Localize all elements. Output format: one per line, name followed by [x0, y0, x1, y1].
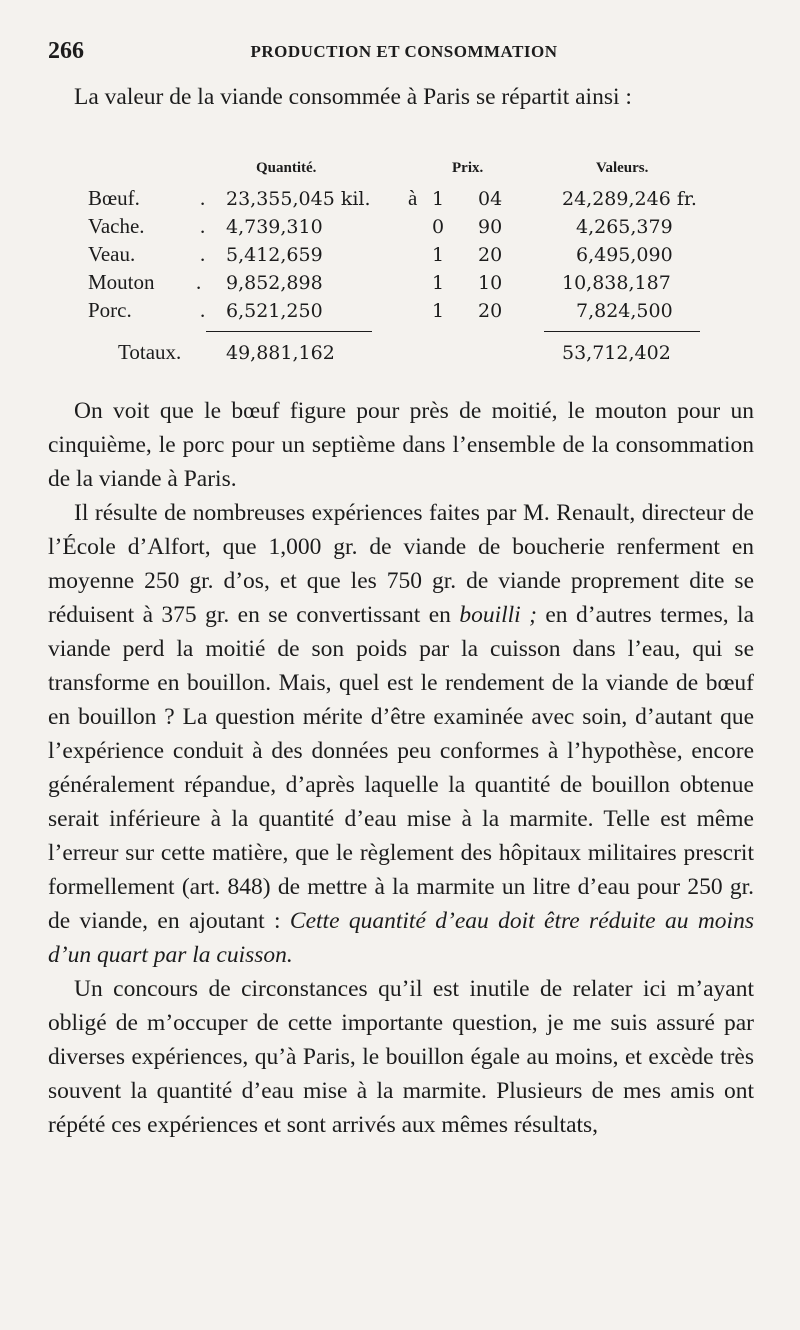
row-price-dec: 90	[478, 216, 503, 238]
row-dots: .	[200, 186, 206, 210]
row-price-int: 1	[432, 188, 445, 210]
row-label: Porc.	[88, 298, 132, 322]
sum-rule-value	[544, 331, 700, 332]
row-label: Mouton	[88, 270, 155, 294]
row-quantity: 23,355,045 kil.	[226, 188, 371, 210]
meat-value-table	[0, 0, 800, 380]
paragraph-2	[48, 496, 754, 972]
row-price-dec: 04	[478, 188, 503, 210]
totals-label: Totaux.	[118, 340, 182, 364]
row-quantity: 9,852,898	[226, 272, 323, 294]
row-price-int: 1	[432, 244, 445, 266]
row-quantity: 4,739,310	[226, 216, 323, 238]
row-quantity: 5,412,659	[226, 244, 323, 266]
row-label: Vache.	[88, 214, 145, 238]
row-dots: .	[196, 270, 202, 294]
row-label: Bœuf.	[88, 186, 140, 210]
header-quantite: Quantité.	[256, 160, 317, 176]
running-head: PRODUCTION ET CONSOMMATION	[250, 42, 558, 61]
paragraph-3: Un concours de circonstances qu’il est inutile de relater ici m’ayant obligé de m’occuper de cette importante question, je me suis assuré par diverses expériences, qu’à Paris, le bouillon égale au moins, et excède très souvent la quantité d’eau mise à la marmite. Plusieurs de mes amis ont répété ces expériences et sont arrivés aux mêmes résultats,	[48, 976, 754, 1138]
row-label: Veau.	[88, 242, 136, 266]
italic-regulation-quote: Cette quantité d’eau doit être réduite au moins d’un quart par la cuisson.	[48, 908, 754, 968]
row-dots: .	[200, 214, 206, 238]
header-valeurs: Valeurs.	[596, 160, 649, 176]
row-price-int: 1	[432, 272, 445, 294]
row-value: 6,495,090	[576, 244, 673, 266]
body-text	[48, 394, 754, 1142]
row-price-int: 0	[432, 216, 445, 238]
row-value: 10,838,187	[562, 272, 671, 294]
totals-value: 53,712,402	[562, 342, 671, 364]
row-value: 24,289,246 fr.	[562, 188, 697, 210]
row-dots: .	[200, 298, 206, 322]
page-number: 266	[48, 38, 84, 64]
row-value: 7,824,500	[576, 300, 673, 322]
row-a: à	[408, 186, 418, 210]
paragraph-2-part-b: en d’autres termes, la viande perd la moitié de son poids par la cuisson dans l’eau, qui se transforme en bouillon. Mais, quel est le rendement de la viande de bœuf en bouillon ? La question mérite d’être examinée avec soin, d’autant que l’expérience conduit à des données peu conformes à l’hypothèse, encore généralement répandue, d’après laquelle la quantité de bouillon obtenue serait inférieure à la quantité d’eau mise à la marmite. Telle est même l’erreur sur cette matière, que le règlement des hôpitaux militaires prescrit formellement (art. 848) de mettre à la marmite un litre d’eau pour 250 gr. de viande, en ajoutant :	[48, 602, 755, 934]
sum-rule-quantity	[206, 331, 372, 332]
row-price-int: 1	[432, 300, 445, 322]
totals-quantity: 49,881,162	[226, 342, 335, 364]
row-price-dec: 20	[478, 244, 503, 266]
row-quantity: 6,521,250	[226, 300, 323, 322]
paragraph-1: On voit que le bœuf figure pour près de moitié, le mouton pour un cinquième, le porc pour un septième dans l’ensemble de la consommation de la viande à Paris.	[48, 398, 754, 492]
italic-bouilli: bouilli ;	[459, 602, 537, 628]
row-price-dec: 20	[478, 300, 503, 322]
row-value: 4,265,379	[576, 216, 673, 238]
row-dots: .	[200, 242, 206, 266]
header-prix: Prix.	[452, 160, 484, 176]
intro-paragraph: La valeur de la viande consommée à Paris se répartit ainsi :	[74, 84, 632, 110]
paragraph-2-part-a: Il résulte de nombreuses expériences faites par M. Renault, directeur de l’École d’Alfort, que 1,000 gr. de viande de boucherie renferment en moyenne 250 gr. d’os, et que les 750 gr. de viande proprement dite se réduisent à 375 gr. en se convertissant en	[48, 500, 754, 628]
row-price-dec: 10	[478, 272, 503, 294]
